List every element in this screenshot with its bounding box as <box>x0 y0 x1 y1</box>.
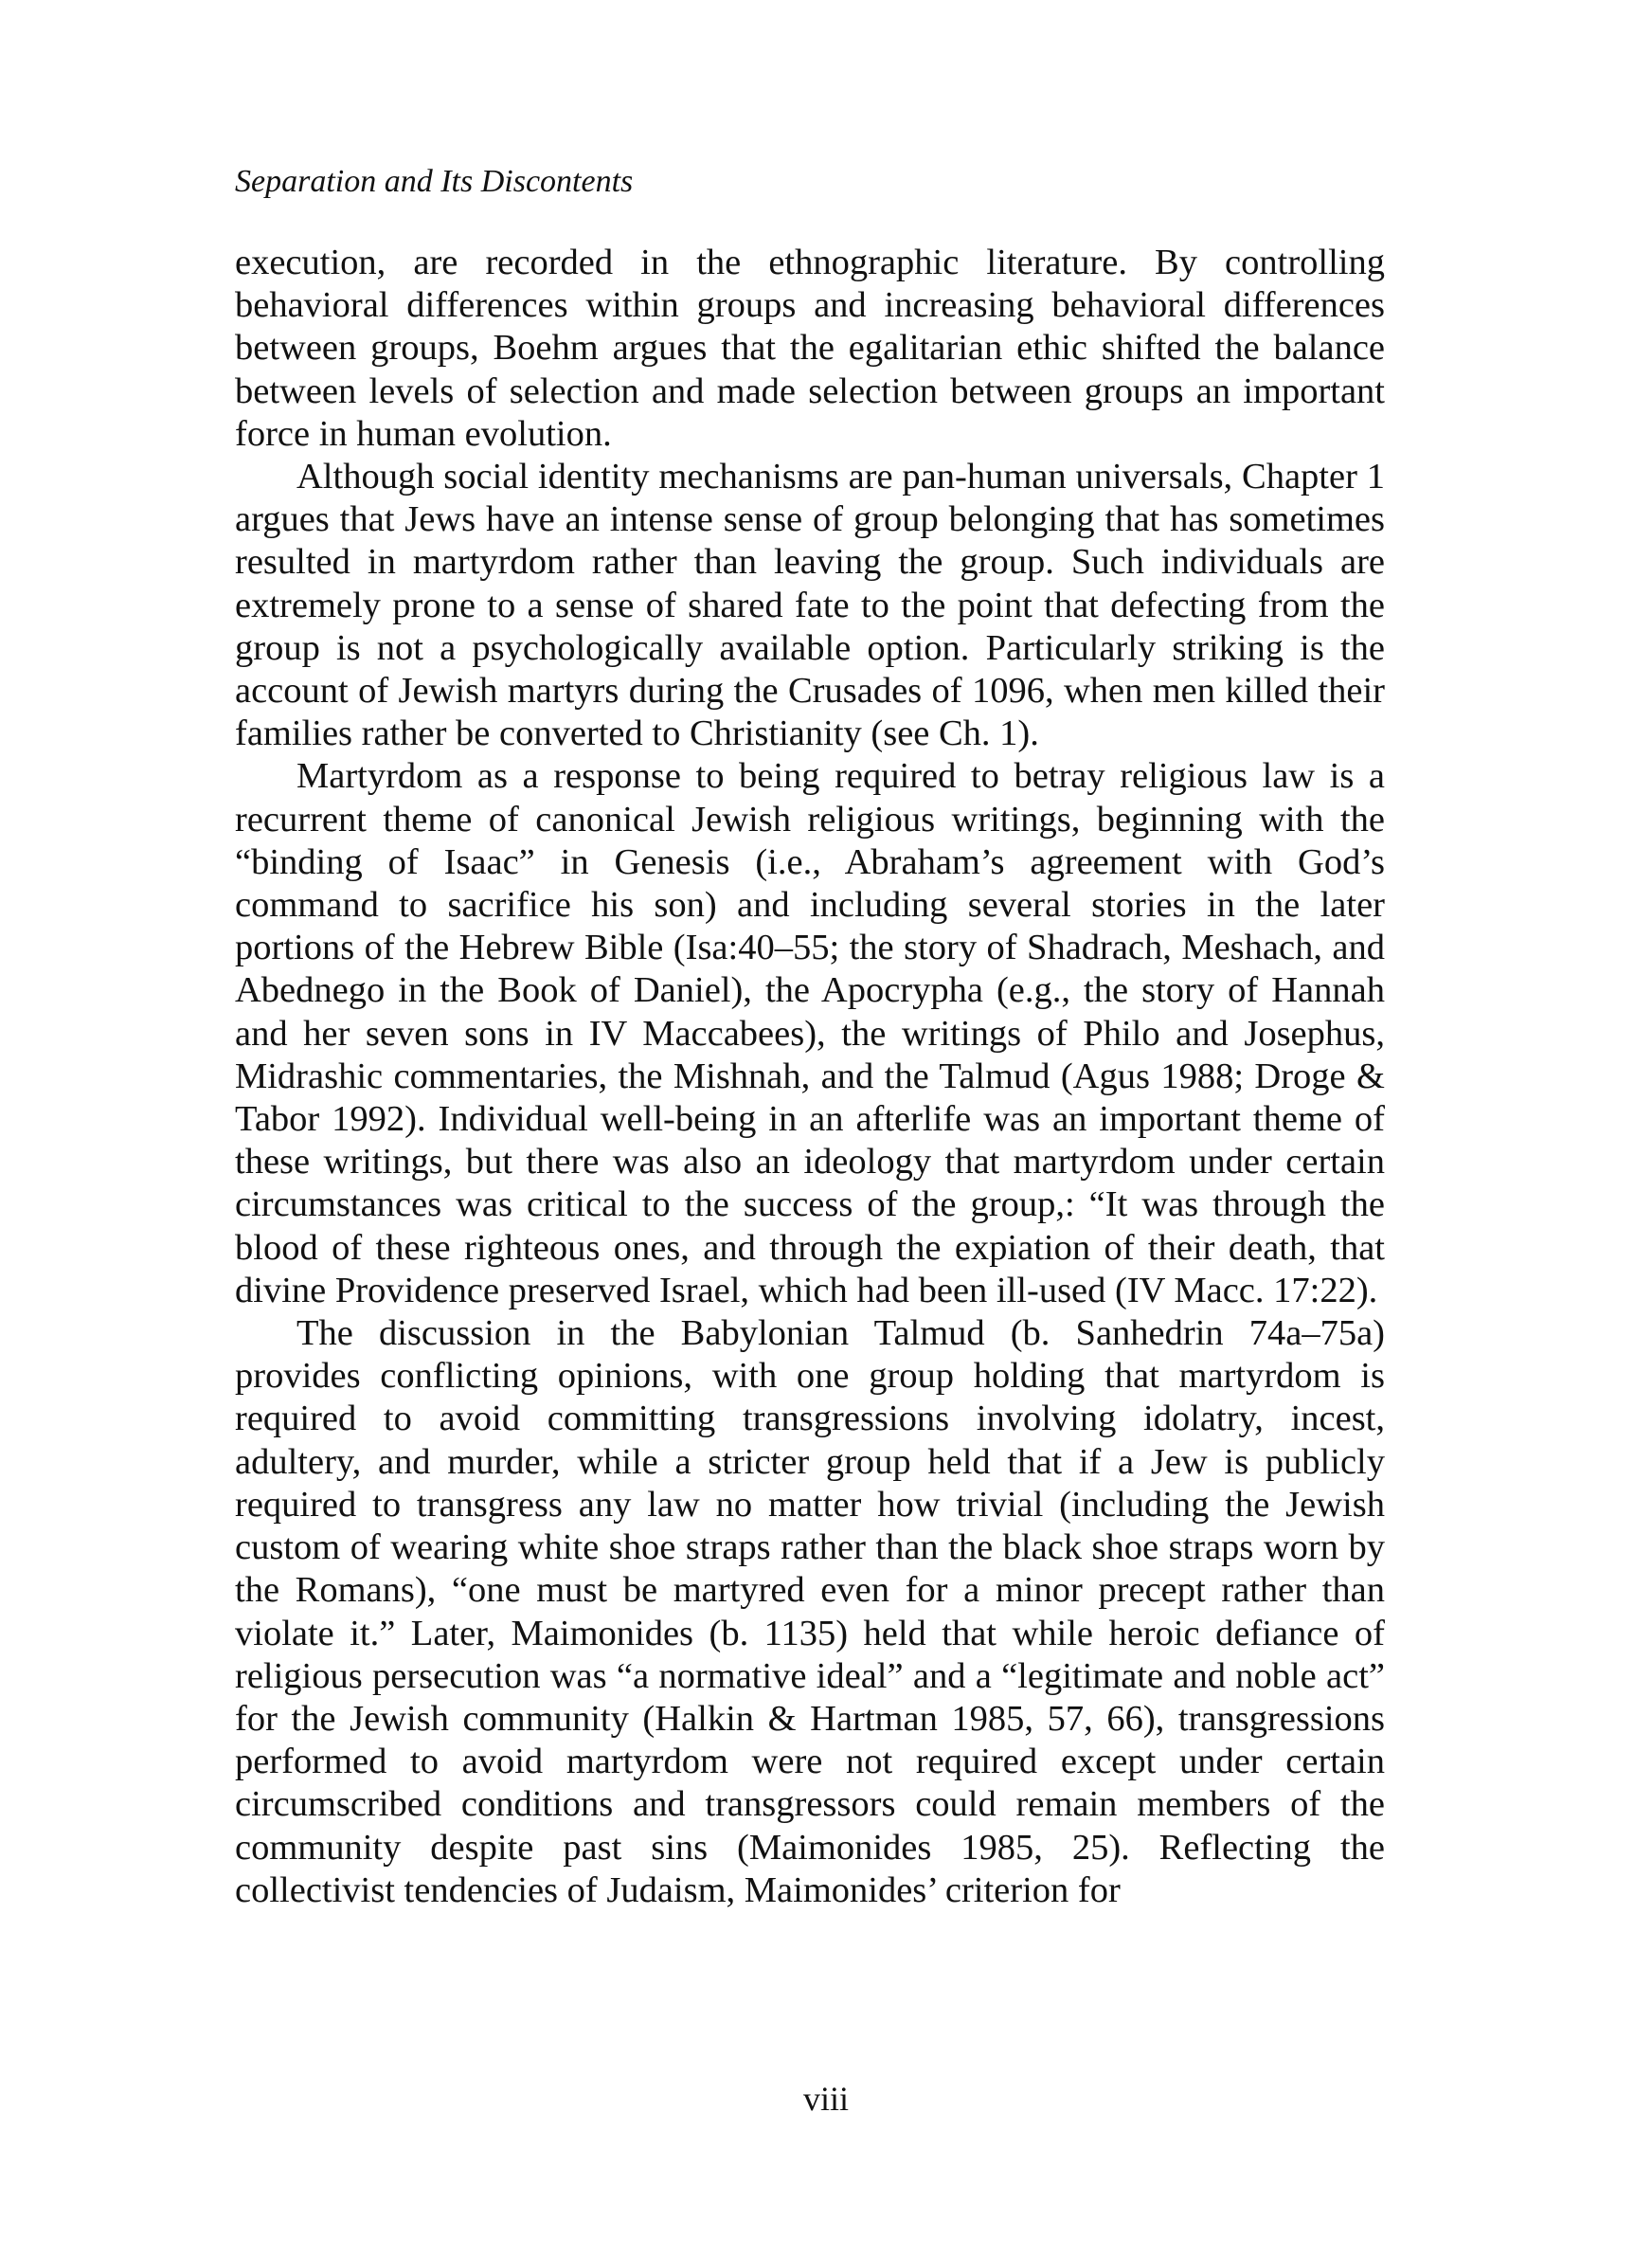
running-header: Separation and Its Discontents <box>235 164 634 199</box>
paragraph-martyrdom-writings: Martyrdom as a response to being required to betray religious law is a recurrent theme of canonical Jewish religious writings, beginning with the “binding of Isaac” in Genesis (i.e., Abraham’s agreement with God’s command to sacrifice his son) and including several stories in the later portions of the Hebrew Bible (Isa:40–55; the story of Shadrach, Meshach, and Abednego in the Book of Daniel), the Apocrypha (e.g., the story of Hannah and her seven sons in IV Maccabees), the writings of Philo and Josephus, Midrashic commentaries, the Mishnah, and the Talmud (Agus 1988; Droge & Tabor 1992). Individual well-being in an afterlife was an important theme of these writings, but there was also an ideology that martyrdom under certain circumstances was critical to the success of the group,: “It was through the blood of these righteous ones, and through the expiation of their death, that divine Providence preserved Israel, which had been ill-used (IV Macc. 17:22). <box>235 756 1385 1310</box>
paragraph-continuation: execution, are recorded in the ethnographic literature. By controlling behavioral differences within groups and increasing behavioral differences between groups, Boehm argues that the egalitarian ethic shifted the balance between levels of selection and made selection between groups an important force in human evolution. <box>235 243 1385 454</box>
page-number: viii <box>802 2080 849 2118</box>
paragraph-social-identity: Although social identity mechanisms are pan-human universals, Chapter 1 argues that Jews have an intense sense of group belonging that has sometimes resulted in martyrdom rather than leaving the group. Such individuals are extremely prone to a sense of shared fate to the point that defecting from the group is not a psychologically available option. Particularly striking is the account of Jewish martyrs during the Crusades of 1096, when men killed their families rather be converted to Christianity (see Ch. 1). <box>235 457 1385 754</box>
paragraph-talmud-discussion: The discussion in the Babylonian Talmud (b. Sanhedrin 74a–75a) provides conflicting opinions, with one group holding that martyrdom is required to avoid committing transgressions involving idolatry, incest, adultery, and murder, while a stricter group held that if a Jew is publicly required to transgress any law no matter how trivial (including the Jewish custom of wearing white shoe straps rather than the black shoe straps worn by the Romans), “one must be martyred even for a minor precept rather than violate it.” Later, Maimonides (b. 1135) held that while heroic defiance of religious persecution was “a normative ideal” and a “legitimate and noble act” for the Jewish community (Halkin & Hartman 1985, 57, 66), transgressions performed to avoid martyrdom were not required except under certain circumscribed conditions and transgressors could remain members of the community despite past sins (Maimonides 1985, 25). Reflecting the collectivist tendencies of Judaism, Maimonides’ criterion for <box>235 1313 1385 1910</box>
body-text <box>235 242 1385 1912</box>
